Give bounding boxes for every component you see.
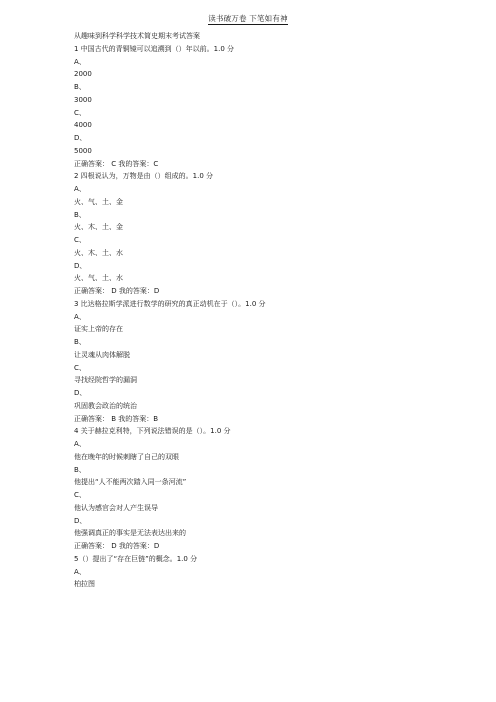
question-list [74,43,474,591]
text-line: 他强调真正的事实是无法表达出来的 [74,529,186,538]
text-line: A、 [74,57,86,66]
text-line: 柏拉图 [74,580,95,589]
text-line: 5（）提出了“存在巨链”的概念。1.0 分 [74,554,198,563]
text-line: A、 [74,185,86,193]
text-line: D、 [74,516,87,525]
text-line: 1 中国古代的青铜镜可以追溯到（）年以前。1.0 分 [74,44,235,53]
text-line: 他在晚年的时候刺瞎了自己的双眼 [74,452,179,461]
page-header [0,14,496,24]
text-line: 寻找经院哲学的漏洞 [74,376,137,385]
text-line: 3 比达格拉斯学派进行数学的研究的真正动机在于（）。1.0 分 [74,299,266,308]
text-line: 正确答案： D 我的答案：D [74,542,160,550]
text-line: B、 [74,83,86,91]
text-line: 让灵魂从肉体解脱 [74,350,130,359]
header-motto: 读书破万卷 下笔如有神 [208,14,288,23]
text-line: D、 [74,261,87,270]
text-line: 火、气、土、水 [74,274,123,283]
text-line: 他提出“人不能两次踏入同一条河流” [74,478,187,487]
text-line: 2000 [74,70,92,79]
text-line: 正确答案： B 我的答案：B [74,414,159,423]
text-line: A、 [74,567,86,576]
document-title: 从趣味到科学科学技术简史期末考试答案 [74,32,200,40]
text-line: A、 [74,312,86,321]
text-line: D、 [74,134,87,142]
text-line: 火、木、土、水 [74,248,123,257]
text-line: B、 [74,338,86,346]
text-line: B、 [74,465,86,474]
text-line: C、 [74,108,86,117]
text-line: 他认为感官会对人产生误导 [74,503,158,512]
text-line: C、 [74,363,86,372]
text-line: 火、气、土、金 [74,197,123,206]
text-line: 3000 [74,95,92,104]
text-line: 2 四根说认为，万物是由（）组成的。1.0 分 [74,172,214,181]
text-line: 5000 [74,146,92,155]
text-line: 火、木、土、金 [74,223,123,232]
text-line: C、 [74,236,86,244]
text-line: 4 关于赫拉克利特，下列说法错误的是（）。1.0 分 [74,427,231,436]
text-line: 正确答案： D 我的答案：D [74,287,160,295]
text-line: 正确答案： C 我的答案：C [74,159,159,168]
text-line: C、 [74,491,86,499]
text-line: B、 [74,210,86,219]
text-line: 巩固教会政治的统治 [74,401,137,410]
text-line: 证实上帝的存在 [74,325,123,334]
text-line: 4000 [74,121,92,130]
text-line: D、 [74,389,87,397]
text-line: A、 [74,440,86,448]
document-body [74,30,474,591]
